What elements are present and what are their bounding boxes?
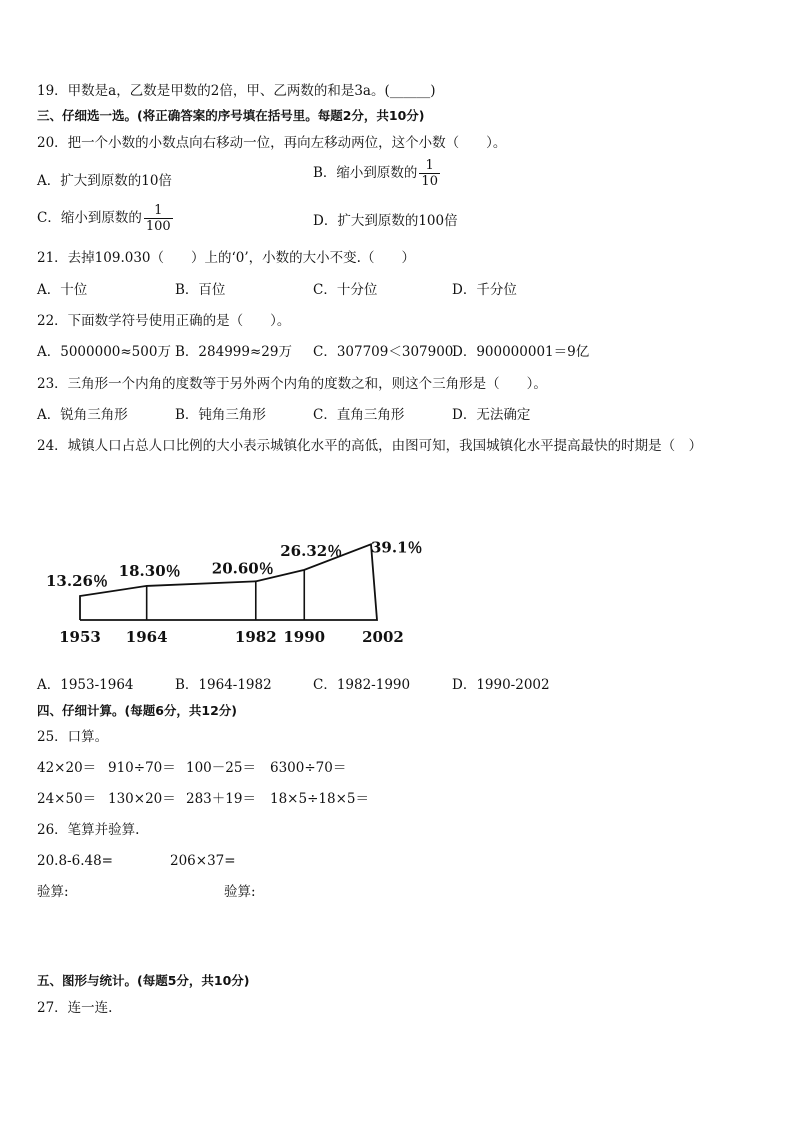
question-20-stem: 20．把一个小数的小数点向右移动一位，再向左移动两位，这个小数（ ）。 xyxy=(37,135,507,151)
oral-calc-item: 283＋19＝ xyxy=(186,791,256,807)
urbanization-chart xyxy=(0,470,794,660)
written-calc-2: 206×37= xyxy=(170,853,236,869)
fraction-one-tenth xyxy=(419,158,440,189)
q23-option-d: D．无法确定 xyxy=(452,407,531,423)
oral-calc-item: 42×20＝ xyxy=(37,760,97,776)
oral-calc-item: 100－25＝ xyxy=(186,760,256,776)
year-label-1964: 1964 xyxy=(125,628,168,646)
value-label-1953: 13.26％ xyxy=(46,572,108,590)
written-calc-1: 20.8-6.48= xyxy=(37,853,113,869)
section-5-heading: 五、图形与统计。(每题5分，共10分) xyxy=(37,973,250,988)
section-4-heading: 四、仔细计算。(每题6分，共12分) xyxy=(37,703,238,718)
value-label-1982: 20.60％ xyxy=(211,559,274,578)
year-label-1953: 1953 xyxy=(59,628,101,646)
question-22-stem: 22．下面数学符号使用正确的是（ ）。 xyxy=(37,313,291,329)
q22-option-b: B．284999≈29万 xyxy=(175,344,292,360)
fraction-denominator: 10 xyxy=(421,174,438,189)
q24-option-d: D．1990-2002 xyxy=(452,677,550,693)
fraction-one-hundredth xyxy=(144,203,173,234)
q21-option-a: A．十位 xyxy=(37,282,88,298)
q24-option-a: A．1953-1964 xyxy=(37,677,134,693)
oral-calc-item: 24×50＝ xyxy=(37,791,97,807)
q23-option-c: C．直角三角形 xyxy=(313,407,405,423)
question-25-stem: 25．口算。 xyxy=(37,729,109,745)
q20-option-a: A．扩大到原数的10倍 xyxy=(37,173,172,189)
check-label-2: 验算: xyxy=(224,884,256,900)
q22-option-d: D．900000001＝9亿 xyxy=(452,344,590,360)
year-label-1982: 1982 xyxy=(234,628,277,646)
oral-calc-item: 910÷70＝ xyxy=(108,760,176,776)
value-label-1990: 26.32％ xyxy=(280,541,343,560)
fraction-denominator: 100 xyxy=(145,219,171,234)
question-26-stem: 26．笔算并验算. xyxy=(37,822,140,838)
question-24-stem: 24．城镇人口占总人口比例的大小表示城镇化水平的高低，由图可知，我国城镇化水平提高最快的时期是（ ） xyxy=(37,438,703,454)
q24-option-b: B．1964-1982 xyxy=(175,677,272,693)
oral-calc-item: 18×5÷18×5＝ xyxy=(270,791,369,807)
q23-option-a: A．锐角三角形 xyxy=(37,407,128,423)
q20-option-c-text: C．缩小到原数的 xyxy=(37,210,142,226)
q22-option-a: A．5000000≈500万 xyxy=(37,344,171,360)
question-23-stem: 23．三角形一个内角的度数等于另外两个内角的度数之和，则这个三角形是（ ）。 xyxy=(37,376,547,392)
q21-option-b: B．百位 xyxy=(175,282,226,298)
q20-option-d: D．扩大到原数的100倍 xyxy=(313,213,458,229)
year-label-2002: 2002 xyxy=(362,628,404,646)
q22-option-c: C．307709＜307900 xyxy=(313,344,454,360)
q21-option-d: D．千分位 xyxy=(452,282,517,298)
oral-calc-item: 6300÷70＝ xyxy=(270,760,347,776)
value-label-2002: 39.1％ xyxy=(371,538,423,557)
q20-option-b xyxy=(313,158,440,189)
q23-option-b: B．钝角三角形 xyxy=(175,407,266,423)
fraction-numerator: 1 xyxy=(144,203,173,219)
value-label-1964: 18.30％ xyxy=(118,561,181,580)
q21-option-c: C．十分位 xyxy=(313,282,378,298)
check-label-1: 验算: xyxy=(37,884,69,900)
fraction-numerator: 1 xyxy=(419,158,440,174)
q24-option-c: C．1982-1990 xyxy=(313,677,411,693)
oral-calc-item: 130×20＝ xyxy=(108,791,176,807)
question-21-stem: 21．去掉109.030（ ）上的‘0’，小数的大小不变.（ ） xyxy=(37,250,415,266)
question-19: 19．甲数是a，乙数是甲数的2倍，甲、乙两数的和是3a。(______) xyxy=(37,83,436,99)
question-27-stem: 27．连一连. xyxy=(37,1000,113,1016)
year-label-1990: 1990 xyxy=(283,628,326,646)
section-3-heading: 三、仔细选一选。(将正确答案的序号填在括号里。每题2分，共10分) xyxy=(37,108,425,123)
q20-option-b-text: B．缩小到原数的 xyxy=(313,165,418,181)
q20-option-c xyxy=(37,203,173,234)
